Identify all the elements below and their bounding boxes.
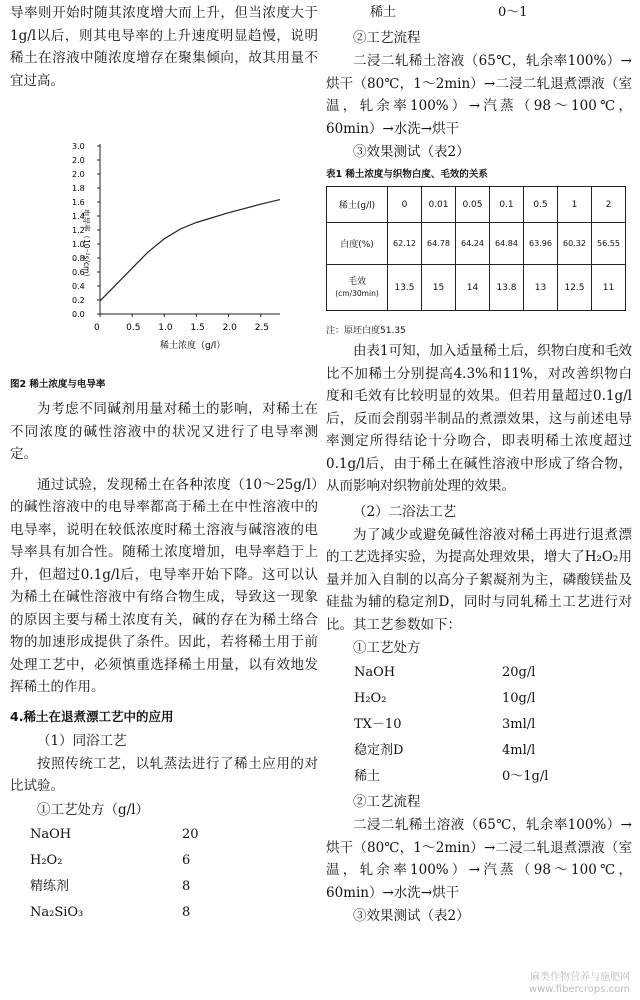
test-title-1: ③效果测试（表2） bbox=[353, 144, 470, 160]
conductivity-chart bbox=[10, 134, 310, 364]
para-1: 为考虑不同碱剂用量对稀土的影响，对稀土在不同浓度的碱性溶液中的状况又进行了电导率测定。 bbox=[10, 401, 318, 462]
y-tick-label: 2.0 bbox=[72, 170, 85, 179]
figure-2 bbox=[10, 134, 318, 384]
table-cell: 14 bbox=[456, 265, 490, 311]
right-para-1: 由表1可知，加入适量稀土后，织物白度和毛效比不加稀土分别提高4.3%和11%，对改善织物白度和毛效有比较明显的效果。但若用量超过0.1g/l后，反而会削弱半制品的煮漂效果，这与前述电导率测定所得结论十分吻合，即表明稀土浓度超过0.1g/l后，由于稀土在碱性溶液中形成了络合物，从而影响对织物前处理的效果。 bbox=[326, 343, 632, 494]
y-tick-label: 0.2 bbox=[72, 296, 85, 305]
figure-caption: 图2 稀土浓度与电导率 bbox=[10, 379, 106, 390]
table-cell: 13.5 bbox=[388, 265, 422, 311]
x-tick-label: 2.0 bbox=[222, 323, 237, 333]
y-tick-label: 0.6 bbox=[72, 268, 85, 277]
section-4-heading: 4.稀土在退煮漂工艺中的应用 bbox=[10, 708, 174, 724]
table-header-cell: 稀土(g/l) bbox=[327, 187, 388, 223]
right-para-2: 为了减少或避免碱性溶液对稀土再进行退煮漂的工艺选择实验，为提高处理效果，增大了H₂O₂用量并加入自制的以高分子絮凝剂为主，磷酸镁盐及硅盐为辅的稳定剂D，同时与同轧稀土工艺进行对比。其工艺参数如下： bbox=[326, 526, 632, 633]
table-cell: 0 bbox=[388, 187, 422, 223]
table-cell: 0.1 bbox=[490, 187, 524, 223]
y-tick-label: 0.0 bbox=[72, 310, 85, 319]
table-cell: 13.8 bbox=[490, 265, 524, 311]
watermark: 麻类作物营养与施肥网 www.fibercrops.com bbox=[528, 972, 630, 995]
recipe-row: 稀土 0～1g/l bbox=[354, 769, 549, 784]
y-tick-label: 0.8 bbox=[72, 254, 85, 263]
y-tick-label: 1.0 bbox=[72, 240, 85, 249]
table-cell: 63.96 bbox=[524, 223, 558, 265]
flow-text-1: 二浸二轧稀土溶液（65℃，轧余率100%）→烘干（80℃，1～2min）→二浸二轧退煮漂液（室温，轧余率100%）→汽蒸（98～100℃，60min）→水洗→烘干 bbox=[326, 53, 632, 137]
y-axis-label: 电导率（10⁻²s/cm） bbox=[82, 209, 91, 281]
x-tick-label: 0.5 bbox=[126, 323, 141, 333]
table-cell: 64.24 bbox=[456, 223, 490, 265]
y-tick-label: 1.2 bbox=[72, 226, 85, 235]
y-tick-label: 2.0 bbox=[72, 156, 85, 165]
right-column bbox=[326, 0, 632, 928]
y-tick-label: 0.4 bbox=[72, 282, 85, 291]
x-tick-label: 2.5 bbox=[254, 323, 270, 333]
left-column bbox=[10, 0, 318, 926]
table-cell: 62.12 bbox=[388, 223, 422, 265]
table-cell: 11 bbox=[592, 265, 626, 311]
recipe-row: H₂O₂ 6 bbox=[30, 852, 191, 868]
recipe-title-1: ①工艺处方（g/l） bbox=[37, 801, 150, 818]
table-cell: 64.78 bbox=[422, 223, 456, 265]
table-cell: 1 bbox=[558, 187, 592, 223]
table-cell: 0.01 bbox=[422, 187, 456, 223]
table-cell: 64.84 bbox=[490, 223, 524, 265]
table-cell: 0.05 bbox=[456, 187, 490, 223]
x-tick-label: 1.0 bbox=[158, 323, 173, 333]
x-tick-label: 0 bbox=[94, 323, 100, 333]
recipe-row: TX－10 3ml/l bbox=[354, 717, 536, 732]
table-cell: 0.5 bbox=[524, 187, 558, 223]
recipe-row: Na₂SiO₃ 8 bbox=[30, 904, 191, 920]
table-1-note: 注：原坯白度51.35 bbox=[326, 326, 406, 336]
table-header-cell: 白度(%) bbox=[327, 223, 388, 265]
recipe-row: 精练剂 8 bbox=[30, 878, 191, 894]
recipe-list-1 bbox=[10, 822, 318, 926]
y-tick-label: 1.8 bbox=[72, 184, 85, 193]
table-cell: 15 bbox=[422, 265, 456, 311]
rare-earth-row: 稀土 0～1 bbox=[370, 5, 528, 20]
x-tick-label: 1.5 bbox=[190, 323, 205, 333]
table-cell: 13 bbox=[524, 265, 558, 311]
recipe-row: NaOH 20 bbox=[30, 826, 199, 842]
y-tick-label: 1.4 bbox=[72, 212, 85, 221]
recipe-row: H₂O₂ 10g/l bbox=[354, 691, 536, 706]
recipe-list-2 bbox=[326, 660, 632, 790]
subheading-2: （2）二浴法工艺 bbox=[353, 503, 457, 520]
y-tick-label: 3.0 bbox=[72, 142, 85, 151]
recipe-title-2: ①工艺处方 bbox=[353, 640, 421, 656]
para-3: 按照传统工艺，以轧蒸法进行了稀土应用的对比试验。 bbox=[10, 755, 318, 794]
y-tick-label: 1.6 bbox=[72, 198, 85, 207]
table-cell: 60.32 bbox=[558, 223, 592, 265]
flow-title-2: ②工艺流程 bbox=[353, 794, 421, 810]
x-axis-label: 稀土浓度（g/l） bbox=[160, 341, 226, 351]
subheading-1: （1）同浴工艺 bbox=[37, 732, 127, 749]
flow-title-1: ②工艺流程 bbox=[353, 30, 421, 46]
para-2: 通过试验，发现稀土在各种浓度（10～25g/l）的碱性溶液中的电导率都高于稀土在中性溶液中的电导率，说明在较低浓度时稀土溶液与碱溶液的电导率具有加合性。随稀土浓度增加，电导率趋于上升，但超过0.1g/l后，电导率开始下降。这可以认为稀土在碱性溶液中有络合物生成，导致这一现象的原因主要与稀土浓度有关，碱的存在为稀土络合物的加速形成提供了条件。因此，若将稀土用于前处理工艺中，必须慎重选择稀土用量，以有效地发挥稀土的作用。 bbox=[10, 476, 318, 695]
recipe-row: NaOH 20g/l bbox=[354, 665, 536, 680]
series-line bbox=[100, 200, 280, 301]
table-1-caption: 表1 稀土浓度与织物白度、毛效的关系 bbox=[326, 169, 488, 180]
table-1 bbox=[326, 186, 626, 311]
table-header-cell: 毛效 (cm/30min) bbox=[327, 265, 388, 311]
table-cell: 56.55 bbox=[592, 223, 626, 265]
test-title-2: ③效果测试（表2） bbox=[353, 908, 470, 924]
table-cell: 2 bbox=[592, 187, 626, 223]
recipe-row: 稳定剂D 4ml/l bbox=[354, 743, 536, 758]
flow-text-2: 二浸二轧稀土溶液（65℃，轧余率100%）→烘干（80℃，1～2min）→二浸二轧退煮漂液（室温，轧余率100%）→汽蒸（98～100℃，60min）→水洗→烘干 bbox=[326, 817, 632, 901]
table-cell: 12.5 bbox=[558, 265, 592, 311]
intro-paragraph: 导率则开始时随其浓度增大而上升，但当浓度大于1g/l以后，则其电导率的上升速度明显趋慢，说明稀土在溶液中随浓度增存在聚集倾向，故其用量不宜过高。 bbox=[10, 5, 318, 89]
